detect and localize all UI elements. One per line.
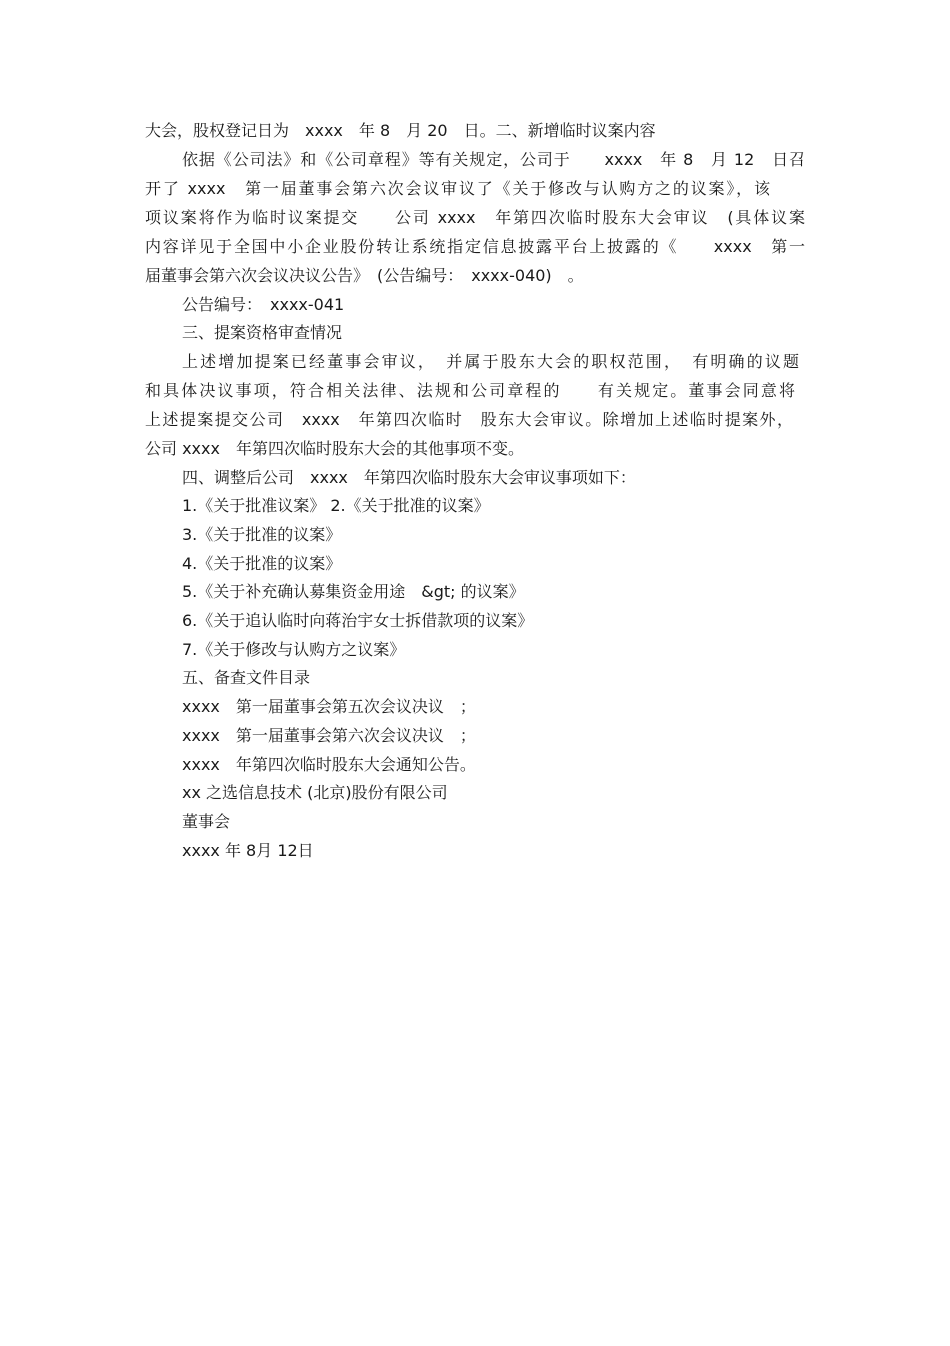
list-item: 6.《关于追认临时向蒋治宇女士拆借款项的议案》 [182, 611, 534, 630]
list-item: 1.《关于批准议案》 2.《关于批准的议案》 [182, 496, 490, 515]
paragraph-line: 开了 xxxx 第一届董事会第六次会议审议了《关于修改与认购方之的议案》，该 [145, 179, 770, 198]
signature-board: 董事会 [182, 812, 231, 831]
list-item: 3.《关于批准的议案》 [182, 525, 342, 544]
paragraph-line: 大会，股权登记日为 xxxx 年 8 月 20 日。二、新增临时议案内容 [145, 121, 656, 140]
paragraph-line: 项议案将作为临时议案提交 公司 xxxx 年第四次临时股东大会审议 (具体议案 [145, 208, 805, 227]
list-item: 7.《关于修改与认购方之议案》 [182, 640, 406, 659]
paragraph-line: 和具体决议事项，符合相关法律、法规和公司章程的 有关规定。董事会同意将 [145, 381, 795, 400]
list-item: xxxx 第一届董事会第六次会议决议 ； [182, 726, 476, 745]
paragraph-line: 上述增加提案已经董事会审议， 并属于股东大会的职权范围， 有明确的议题 [182, 352, 799, 371]
signature-date: xxxx 年 8月 12日 [182, 841, 314, 860]
list-item: xxxx 第一届董事会第五次会议决议 ； [182, 697, 476, 716]
paragraph-line: 依据《公司法》和《公司章程》等有关规定，公司于 xxxx 年 8 月 12 日召 [182, 150, 805, 169]
section-heading: 三、提案资格审查情况 [182, 323, 343, 342]
announcement-number: 公告编号： xxxx-041 [182, 295, 345, 314]
list-item: 4.《关于批准的议案》 [182, 554, 342, 573]
section-heading: 四、调整后公司 xxxx 年第四次临时股东大会审议事项如下： [182, 468, 636, 487]
company-name: xx 之选信息技术 (北京)股份有限公司 [182, 783, 448, 802]
list-item: xxxx 年第四次临时股东大会通知公告。 [182, 755, 476, 774]
section-heading: 五、备查文件目录 [182, 668, 311, 687]
list-item: 5.《关于补充确认募集资金用途 &gt; 的议案》 [182, 582, 525, 601]
paragraph-line: 公司 xxxx 年第四次临时股东大会的其他事项不变。 [145, 439, 524, 458]
paragraph-line: 内容详见于全国中小企业股份转让系统指定信息披露平台上披露的《 xxxx 第一 [145, 237, 805, 256]
paragraph-line: 届董事会第六次会议决议公告》 (公告编号： xxxx-040) 。 [145, 266, 584, 285]
paragraph-line: 上述提案提交公司 xxxx 年第四次临时 股东大会审议。除增加上述临时提案外， [145, 410, 793, 429]
